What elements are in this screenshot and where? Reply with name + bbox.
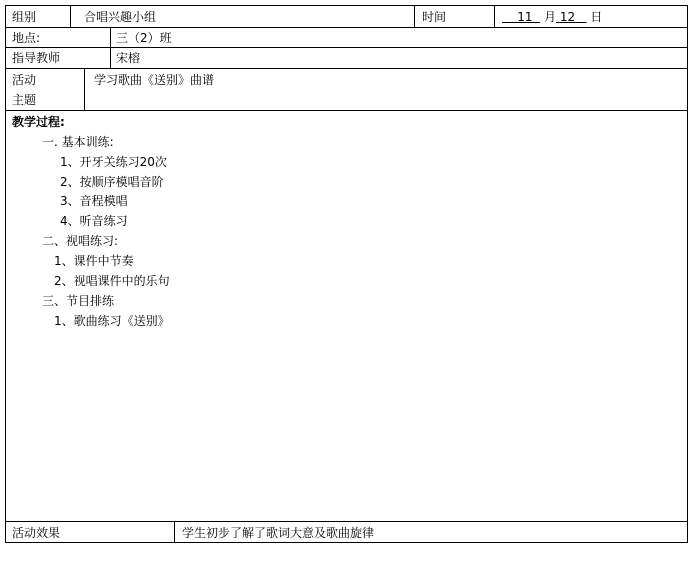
column-divider (70, 6, 71, 27)
time-label: 时间 (422, 10, 447, 24)
row-divider (6, 27, 687, 28)
location-value: 三（2）班 (116, 31, 172, 45)
process-line: 三、节目排练 (42, 294, 115, 308)
row-divider (6, 47, 687, 48)
group-value: 合唱兴趣小组 (84, 10, 157, 24)
process-line: 1、歌曲练习《送别》 (54, 314, 170, 328)
row-divider (6, 68, 687, 69)
effect-label: 活动效果 (12, 526, 61, 540)
process-title: 教学过程: (12, 115, 65, 129)
activity-record-table (5, 5, 688, 543)
effect-value: 学生初步了解了歌词大意及歌曲旋律 (182, 526, 375, 540)
process-line: 2、视唱课件中的乐句 (54, 274, 170, 288)
topic-value: 学习歌曲《送别》曲谱 (94, 73, 215, 87)
date-day: 12 (559, 10, 576, 24)
process-line: 一. 基本训练: (42, 135, 114, 149)
topic-label-line2: 主题 (12, 93, 37, 107)
column-divider (494, 6, 495, 27)
month-label: 月 (544, 10, 557, 24)
process-line: 4、听音练习 (60, 214, 128, 228)
process-line: 二、视唱练习: (42, 234, 119, 248)
column-divider (174, 521, 175, 543)
date-month: 11 (517, 10, 533, 24)
column-divider (84, 68, 85, 110)
topic-label-line1: 活动 (12, 73, 37, 87)
column-divider (414, 6, 415, 27)
date-field (502, 9, 602, 25)
process-line: 3、音程模唱 (60, 194, 128, 208)
group-label: 组别 (12, 10, 37, 24)
column-divider (110, 27, 111, 68)
row-divider (6, 521, 687, 522)
row-divider (6, 110, 687, 111)
teacher-value: 宋榕 (116, 51, 141, 65)
process-line: 1、开牙关练习20次 (60, 155, 167, 169)
day-label: 日 (590, 10, 603, 24)
process-line: 2、按顺序模唱音阶 (60, 175, 164, 189)
process-line: 1、课件中节奏 (54, 254, 134, 268)
location-label: 地点: (12, 31, 41, 45)
teacher-label: 指导教师 (12, 51, 61, 65)
